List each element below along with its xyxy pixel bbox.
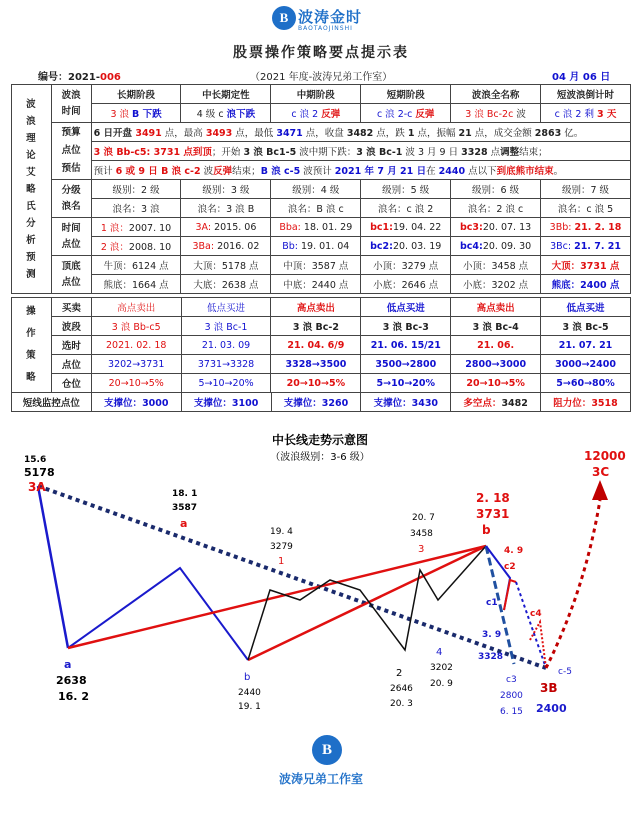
- time-cell: Bb: 19. 01. 04: [271, 237, 361, 256]
- label-a-red: a: [180, 517, 188, 530]
- label-615: 6. 15: [500, 707, 523, 717]
- label-c4: c4: [530, 609, 542, 619]
- wave-trend-diagram: [0, 420, 642, 730]
- level-cell: 级别：3 级: [181, 180, 271, 199]
- brand-logo-icon: B: [272, 6, 296, 30]
- label-2: 2: [396, 668, 403, 679]
- level-label: 分级 浪名: [51, 180, 91, 218]
- time-cell: bc4:20. 09. 30: [451, 237, 541, 256]
- brand-name-en: BAOTAOJINSHI: [298, 25, 353, 32]
- position-cell: 20→10→5%: [451, 374, 541, 393]
- doc-number: 编号：2021-006: [38, 72, 121, 83]
- points-cell: 2800→3000: [451, 355, 541, 374]
- wave-analysis-table: [11, 84, 631, 294]
- timing-cell: 21. 06. 15/21: [361, 336, 451, 355]
- label-4: 4: [436, 647, 443, 658]
- ops-label-buysell: 买卖: [51, 298, 91, 317]
- label-3587: 3587: [172, 503, 198, 513]
- footer-brand: 波涛兄弟工作室: [278, 772, 363, 786]
- col-header: 短期阶段: [361, 85, 451, 104]
- label-a: a: [64, 658, 72, 671]
- bottom-cell: 熊底：2400 点: [541, 275, 631, 294]
- segment-cell: 3 浪 Bb-c5: [91, 317, 181, 336]
- time-cell: bc1:19. 04. 22: [361, 218, 451, 237]
- time-cell: bc2:20. 03. 19: [361, 237, 451, 256]
- time-cell: 3A: 2015. 06: [181, 218, 271, 237]
- wave-side-label: 波 浪 理 论 艾 略 氏 分 析 预 测: [12, 85, 52, 294]
- top-cell: 小顶：3458 点: [451, 256, 541, 275]
- operation-strategy-table: [11, 297, 631, 393]
- studio-note: （2021 年度-波涛兄弟工作室）: [250, 72, 393, 83]
- top-bottom-label: 顶底 点位: [51, 256, 91, 294]
- label-3279: 3279: [270, 542, 293, 552]
- buysell-cell: 高点卖出: [271, 298, 361, 317]
- buysell-cell: 低点买进: [361, 298, 451, 317]
- top-cell: 大顶：3731 点: [541, 256, 631, 275]
- segment-cell: 3 浪 Bc-1: [181, 317, 271, 336]
- position-cell: 20→10→5%: [271, 374, 361, 393]
- page-title: 股票操作策略要点提示表: [233, 45, 409, 61]
- name-cell: 浪名：3 浪: [91, 199, 181, 218]
- timing-cell: 21. 03. 09: [181, 336, 271, 355]
- label-c2: c2: [504, 562, 516, 572]
- ops-label-timing: 选时: [51, 336, 91, 355]
- label-c3: c3: [506, 675, 517, 685]
- trend-line-dotted: [38, 486, 546, 668]
- top-cell: 大顶：5178 点: [181, 256, 271, 275]
- label-3A: 3A: [28, 480, 46, 494]
- monitor-cell: 支撑位：3000: [91, 393, 181, 412]
- top-cell: 牛顶：6124 点: [91, 256, 181, 275]
- level-cell: 级别：6 级: [451, 180, 541, 199]
- label-1: 1: [278, 556, 285, 567]
- timing-cell: 21. 06.: [451, 336, 541, 355]
- monitor-cell: 阻力位：3518: [541, 393, 631, 412]
- bottom-cell: 小底：3202 点: [451, 275, 541, 294]
- points-cell: 3500→2800: [361, 355, 451, 374]
- label-2440: 2440: [238, 688, 261, 698]
- buysell-cell: 低点买进: [541, 298, 631, 317]
- level-cell: 级别：7 级: [541, 180, 631, 199]
- time-cell: 3Bb: 21. 2. 18: [541, 218, 631, 237]
- stage-cell: 3 浪 Bc-2c 波: [451, 104, 541, 123]
- col-header: 波浪全名称: [451, 85, 541, 104]
- wave-3C-projection: [546, 500, 600, 668]
- stage-cell: 4 级 c 浪下跌: [181, 104, 271, 123]
- ops-side-label: 操 作 策 略: [12, 298, 52, 393]
- label-12000: 12000: [584, 449, 626, 463]
- bottom-cell: 小底：2646 点: [361, 275, 451, 294]
- time-cell: 3Bc: 21. 7. 21: [541, 237, 631, 256]
- col-header: 中期阶段: [271, 85, 361, 104]
- label-c1: c1: [486, 598, 498, 608]
- segment-cell: 3 浪 Bc-3: [361, 317, 451, 336]
- monitor-cell: 支撑位：3260: [271, 393, 361, 412]
- stage-cell: c 浪 2-c 反弹: [361, 104, 451, 123]
- timing-cell: 21. 07. 21: [541, 336, 631, 355]
- chart-title: 中长线走势示意图: [271, 433, 369, 447]
- monitor-cell: 支撑位：3430: [361, 393, 451, 412]
- name-cell: 浪名：B 浪 c: [271, 199, 361, 218]
- stage-cell: c 浪 2 反弹: [271, 104, 361, 123]
- points-cell: 3202→3731: [91, 355, 181, 374]
- label-156: 15.6: [24, 455, 47, 465]
- bottom-cell: 熊底：1664 点: [91, 275, 181, 294]
- label-b-red: b: [482, 523, 491, 537]
- doc-date: 04 月 06 日: [552, 72, 611, 83]
- time-cell: bc3:20. 07. 13: [451, 218, 541, 237]
- arrow-up-icon: [592, 480, 608, 500]
- ops-label-points: 点位: [51, 355, 91, 374]
- time-cell: Bba: 18. 01. 29: [271, 218, 361, 237]
- name-cell: 浪名：c 浪 5: [541, 199, 631, 218]
- label-3731: 3731: [476, 507, 510, 521]
- level-cell: 级别：2 级: [91, 180, 181, 199]
- ops-label-segment: 波段: [51, 317, 91, 336]
- name-cell: 浪名：3 浪 B: [181, 199, 271, 218]
- prediction-label: 预算 点位 预估: [51, 123, 91, 180]
- prediction-line-3: 预计 6 或 9 日 B 浪 c-2 波反弹结束；B 浪 c-5 波预计 2021 年 7 月 21 日在 2440 点以下到底熊市结束。: [91, 161, 630, 180]
- prediction-line-2: 3 浪 Bb-c5: 3731 点到顶；开始 3 浪 Bc1-5 波中期下跌：3 浪 Bc-1 波 3 月 9 日 3328 点调整结束；: [91, 142, 630, 161]
- name-cell: 浪名：c 浪 2: [361, 199, 451, 218]
- label-3C: 3C: [592, 465, 610, 479]
- points-cell: 3731→3328: [181, 355, 271, 374]
- col-header: 中长期定性: [181, 85, 271, 104]
- bottom-cell: 大底：2638 点: [181, 275, 271, 294]
- monitor-label: 短线监控点位: [12, 393, 92, 412]
- label-2400: 2400: [536, 702, 567, 715]
- points-cell: 3328→3500: [271, 355, 361, 374]
- label-162: 16. 2: [58, 690, 89, 703]
- label-3: 3: [418, 544, 425, 555]
- segment-cell: 3 浪 Bc-2: [271, 317, 361, 336]
- stage-cell: 3 浪 B 下跌: [91, 104, 181, 123]
- label-203: 20. 3: [390, 699, 413, 709]
- label-207: 20. 7: [412, 513, 435, 523]
- label-194: 19. 4: [270, 527, 293, 537]
- label-209: 20. 9: [430, 679, 453, 689]
- label-49: 4. 9: [504, 546, 524, 556]
- label-218: 2. 18: [476, 491, 510, 505]
- segment-cell: 3 浪 Bc-4: [451, 317, 541, 336]
- col-header: 短波浪倒计时: [541, 85, 631, 104]
- label-3458: 3458: [410, 529, 433, 539]
- time-cell: 1 浪：2007. 10: [91, 218, 181, 237]
- header: [0, 0, 642, 40]
- chart-subtitle: （波浪级别：3-6 级）: [270, 452, 370, 463]
- buysell-cell: 低点买进: [181, 298, 271, 317]
- wave-a-b-blue: [68, 568, 248, 660]
- points-cell: 3000→2400: [541, 355, 631, 374]
- position-cell: 5→10→20%: [181, 374, 271, 393]
- time-cell: 2 浪：2008. 10: [91, 237, 181, 256]
- label-2638: 2638: [56, 674, 87, 687]
- top-cell: 中顶：3587 点: [271, 256, 361, 275]
- monitor-cell: 支撑位：3100: [181, 393, 271, 412]
- ops-label-position: 仓位: [51, 374, 91, 393]
- monitor-cell: 多空点：3482: [451, 393, 541, 412]
- monitor-table: [11, 392, 631, 412]
- buysell-cell: 高点卖出: [451, 298, 541, 317]
- label-5178: 5178: [24, 466, 55, 479]
- wave-time-label: 波浪 时间: [51, 85, 91, 123]
- timing-cell: 2021. 02. 18: [91, 336, 181, 355]
- label-2646: 2646: [390, 684, 413, 694]
- wave-3A-a: [38, 486, 68, 648]
- wave-a-b-red: [68, 546, 486, 648]
- label-181: 18. 1: [172, 489, 198, 499]
- timepoint-label: 时间 点位: [51, 218, 91, 256]
- position-cell: 5→60→80%: [541, 374, 631, 393]
- wave-c3: [516, 582, 546, 668]
- level-cell: 级别：4 级: [271, 180, 361, 199]
- label-3B: 3B: [540, 681, 558, 695]
- prediction-line-1: 6 日开盘 3491 点，最高 3493 点，最低 3471 点，收盘 3482 点，跌 1 点，振幅 21 点，成交金额 2863 亿。: [91, 123, 630, 142]
- position-cell: 5→10→20%: [361, 374, 451, 393]
- label-b: b: [244, 672, 251, 683]
- col-header: 长期阶段: [91, 85, 181, 104]
- name-cell: 浪名：2 浪 c: [451, 199, 541, 218]
- label-3202: 3202: [430, 663, 453, 673]
- time-cell: 3Ba: 2016. 02: [181, 237, 271, 256]
- stage-cell: c 浪 2 剩 3 天: [541, 104, 631, 123]
- bottom-cell: 中底：2440 点: [271, 275, 361, 294]
- level-cell: 级别：5 级: [361, 180, 451, 199]
- segment-cell: 3 浪 Bc-5: [541, 317, 631, 336]
- timing-cell: 21. 04. 6/9: [271, 336, 361, 355]
- top-cell: 小顶：3279 点: [361, 256, 451, 275]
- footer-logo-icon: B: [312, 735, 342, 765]
- brand-name: 波涛金时: [298, 8, 363, 26]
- label-39: 3. 9: [482, 630, 502, 640]
- label-191: 19. 1: [238, 702, 261, 712]
- position-cell: 20→10→5%: [91, 374, 181, 393]
- label-2800: 2800: [500, 691, 523, 701]
- label-c5: c-5: [558, 667, 572, 677]
- buysell-cell: 高点卖出: [91, 298, 181, 317]
- label-3328: 3328: [478, 652, 504, 662]
